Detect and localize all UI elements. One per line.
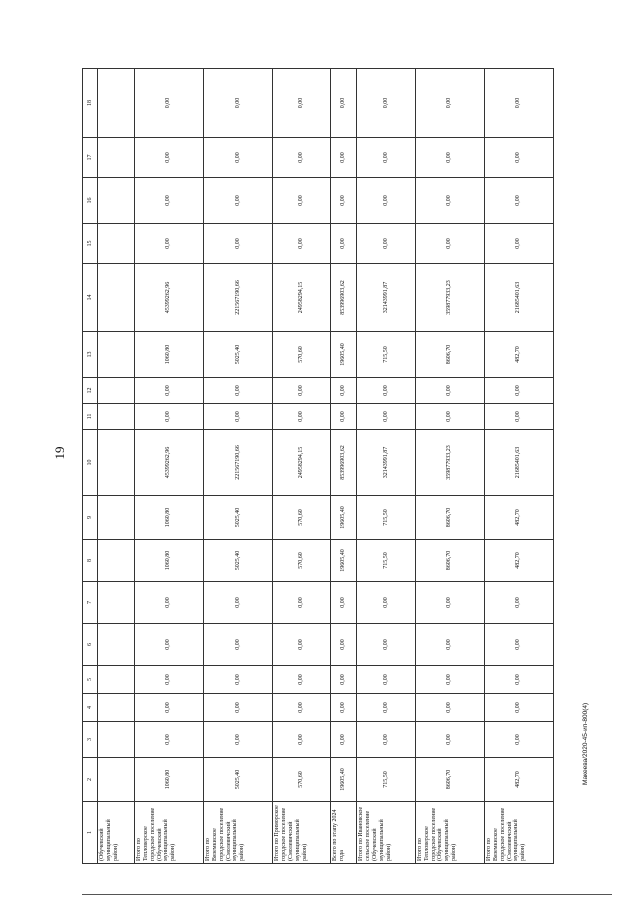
table-cell: 5025,40: [203, 540, 272, 582]
table-cell: 0,00: [331, 69, 357, 138]
table-cell: 1060,80: [134, 496, 203, 540]
table-cell: 0,00: [415, 69, 484, 138]
col-header: 8: [83, 540, 98, 582]
table-cell: 19605,40: [331, 758, 357, 802]
table-cell: 0,00: [272, 378, 330, 404]
table-cell: [98, 264, 135, 332]
table-cell: 0,00: [203, 666, 272, 694]
table-cell: 0,00: [134, 69, 203, 138]
table-cell: 482,70: [484, 496, 553, 540]
col-header: 12: [83, 378, 98, 404]
table-cell: 0,00: [134, 666, 203, 694]
table-cell: 19605,40: [331, 332, 357, 378]
table-row: [331, 69, 357, 864]
table-cell: 0,00: [134, 178, 203, 224]
page-number: 19: [52, 446, 67, 460]
table-cell: 0,00: [415, 178, 484, 224]
table-cell: 0,00: [272, 666, 330, 694]
col-header: 14: [83, 264, 98, 332]
table-cell: 0,00: [357, 722, 415, 758]
table-cell: 24958294,15: [272, 264, 330, 332]
row-label: Итого по Вяземкиское городское поселение (Смолевичский муниципальный район): [203, 802, 272, 864]
table-cell: 0,00: [203, 582, 272, 624]
table-cell: 715,50: [357, 540, 415, 582]
table-cell: 0,00: [272, 624, 330, 666]
col-header: 11: [83, 404, 98, 430]
col-header: 15: [83, 224, 98, 264]
table-cell: [98, 582, 135, 624]
row-label: (Обучевский муниципальный район): [98, 802, 135, 864]
table-cell: 0,00: [134, 624, 203, 666]
table-cell: 853996903,62: [331, 264, 357, 332]
table-cell: 482,70: [484, 758, 553, 802]
table-cell: 0,00: [272, 224, 330, 264]
table-cell: 0,00: [331, 404, 357, 430]
table-cell: 0,00: [134, 582, 203, 624]
bottom-divider: [82, 894, 612, 895]
table-cell: 853996903,62: [331, 430, 357, 496]
table-cell: 0,00: [203, 404, 272, 430]
col-header: 13: [83, 332, 98, 378]
row-label: Итого по Тепловерское городское поселение (Обучевский муниципальный район): [134, 802, 203, 864]
table-cell: [98, 624, 135, 666]
table-cell: [98, 138, 135, 178]
table-cell: 24958294,15: [272, 430, 330, 496]
table-cell: 0,00: [203, 722, 272, 758]
table-cell: 0,00: [203, 694, 272, 722]
table-cell: 0,00: [272, 722, 330, 758]
table-cell: [98, 722, 135, 758]
table-cell: [98, 758, 135, 802]
table-cell: 570,60: [272, 496, 330, 540]
table-cell: 0,00: [134, 694, 203, 722]
table-cell: 0,00: [134, 224, 203, 264]
table-cell: 32143991,87: [357, 430, 415, 496]
table-cell: 0,00: [415, 404, 484, 430]
table-row: [134, 69, 203, 864]
table-cell: 0,00: [203, 138, 272, 178]
rotated-table-container: [82, 69, 554, 864]
table-cell: [98, 496, 135, 540]
col-header: 4: [83, 694, 98, 722]
table-cell: 0,00: [331, 694, 357, 722]
table-cell: 0,00: [484, 722, 553, 758]
col-header: 10: [83, 430, 98, 496]
table-cell: 0,00: [484, 666, 553, 694]
table-cell: [98, 694, 135, 722]
table-cell: 8606,70: [415, 758, 484, 802]
table-cell: 45399262,96: [134, 430, 203, 496]
table-cell: 21685401,63: [484, 430, 553, 496]
table-cell: 0,00: [484, 404, 553, 430]
table-cell: [98, 666, 135, 694]
table-cell: 1060,80: [134, 540, 203, 582]
table-cell: 570,60: [272, 332, 330, 378]
table-cell: 0,00: [484, 138, 553, 178]
table-cell: [98, 224, 135, 264]
table-body: [98, 69, 554, 864]
table-cell: 1060,80: [134, 332, 203, 378]
table-cell: 1060,80: [134, 758, 203, 802]
table-cell: 0,00: [357, 69, 415, 138]
table-cell: [98, 430, 135, 496]
table-cell: 715,50: [357, 758, 415, 802]
table-row: [484, 69, 553, 864]
table-cell: [98, 378, 135, 404]
row-label: Итого по Приморское городское поселение (Смолевичский муниципальный район): [272, 802, 330, 864]
table-cell: 0,00: [272, 404, 330, 430]
table-cell: 0,00: [357, 224, 415, 264]
table-cell: 0,00: [134, 404, 203, 430]
table-cell: 0,00: [134, 138, 203, 178]
col-header: 5: [83, 666, 98, 694]
col-header: 18: [83, 69, 98, 138]
table-cell: 0,00: [484, 224, 553, 264]
data-table: [82, 68, 554, 864]
table-cell: 221567190,66: [203, 264, 272, 332]
table-cell: 0,00: [357, 624, 415, 666]
table-cell: 0,00: [331, 138, 357, 178]
table-cell: 0,00: [272, 138, 330, 178]
row-label: Итого по Вяземкиское городское поселение (Смолевичский муниципальный район): [484, 802, 553, 864]
table-cell: 359877933,23: [415, 264, 484, 332]
table-cell: 0,00: [415, 378, 484, 404]
table-cell: 8606,70: [415, 332, 484, 378]
table-cell: 715,50: [357, 496, 415, 540]
col-header: 16: [83, 178, 98, 224]
table-cell: 0,00: [415, 666, 484, 694]
table-cell: 5025,40: [203, 332, 272, 378]
table-cell: 0,00: [357, 404, 415, 430]
table-cell: 715,50: [357, 332, 415, 378]
table-cell: 0,00: [484, 69, 553, 138]
table-cell: [98, 178, 135, 224]
table-cell: 0,00: [331, 178, 357, 224]
table-row: [357, 69, 415, 864]
table-cell: 0,00: [331, 378, 357, 404]
table-cell: [98, 332, 135, 378]
row-label: Итого по Ивановское сельское поселение (Обучевский муниципальный район): [357, 802, 415, 864]
table-cell: 0,00: [203, 624, 272, 666]
table-cell: 0,00: [357, 666, 415, 694]
table-cell: 0,00: [415, 624, 484, 666]
table-cell: 19605,40: [331, 496, 357, 540]
table-cell: 0,00: [272, 178, 330, 224]
table-cell: 0,00: [134, 722, 203, 758]
table-cell: 19605,40: [331, 540, 357, 582]
table-cell: 0,00: [203, 178, 272, 224]
table-cell: 0,00: [272, 694, 330, 722]
table-cell: 0,00: [203, 378, 272, 404]
table-cell: 0,00: [357, 694, 415, 722]
table-cell: 0,00: [331, 582, 357, 624]
table-cell: 0,00: [331, 666, 357, 694]
col-header: 3: [83, 722, 98, 758]
table-cell: 482,70: [484, 540, 553, 582]
col-header: 1: [83, 802, 98, 864]
table-cell: 0,00: [357, 378, 415, 404]
table-cell: 0,00: [484, 378, 553, 404]
row-label: Всего по этапу 2024 года: [331, 802, 357, 864]
table-cell: 0,00: [415, 582, 484, 624]
col-header: 7: [83, 582, 98, 624]
table-cell: 8606,70: [415, 496, 484, 540]
table-cell: 570,60: [272, 540, 330, 582]
table-row: [415, 69, 484, 864]
table-cell: 8606,70: [415, 540, 484, 582]
table-cell: 0,00: [357, 178, 415, 224]
table-cell: 0,00: [415, 722, 484, 758]
table-cell: 221567190,66: [203, 430, 272, 496]
table-cell: 21685401,63: [484, 264, 553, 332]
table-cell: 0,00: [203, 69, 272, 138]
table-row: [272, 69, 330, 864]
table-cell: 0,00: [357, 138, 415, 178]
table-cell: 0,00: [331, 722, 357, 758]
table-cell: 0,00: [331, 624, 357, 666]
table-cell: 5025,40: [203, 496, 272, 540]
col-header: 6: [83, 624, 98, 666]
table-cell: [98, 69, 135, 138]
table-cell: 5025,40: [203, 758, 272, 802]
table-cell: 0,00: [484, 178, 553, 224]
table-cell: 0,00: [331, 224, 357, 264]
col-header: 2: [83, 758, 98, 802]
table-cell: 359877933,23: [415, 430, 484, 496]
table-cell: 0,00: [415, 138, 484, 178]
table-cell: 0,00: [272, 69, 330, 138]
table-cell: 0,00: [272, 582, 330, 624]
col-header: 9: [83, 496, 98, 540]
header-row: [83, 69, 98, 864]
table-cell: 0,00: [484, 582, 553, 624]
table-cell: 0,00: [484, 624, 553, 666]
table-cell: 0,00: [415, 224, 484, 264]
table-cell: 570,60: [272, 758, 330, 802]
table-cell: [98, 540, 135, 582]
table-cell: 0,00: [357, 582, 415, 624]
table-row: [203, 69, 272, 864]
table-cell: 0,00: [203, 224, 272, 264]
table-cell: 0,00: [484, 694, 553, 722]
table-cell: 32143991,87: [357, 264, 415, 332]
document-code: Макеева/2020-45-ип-800(4): [582, 702, 589, 785]
table-row: [98, 69, 135, 864]
col-header: 17: [83, 138, 98, 178]
row-label: Итого по Тепловерское городское поселение (Обучевский муниципальный район): [415, 802, 484, 864]
table-cell: 45399262,96: [134, 264, 203, 332]
table-cell: 482,70: [484, 332, 553, 378]
table-cell: [98, 404, 135, 430]
table-cell: 0,00: [134, 378, 203, 404]
table-cell: 0,00: [415, 694, 484, 722]
